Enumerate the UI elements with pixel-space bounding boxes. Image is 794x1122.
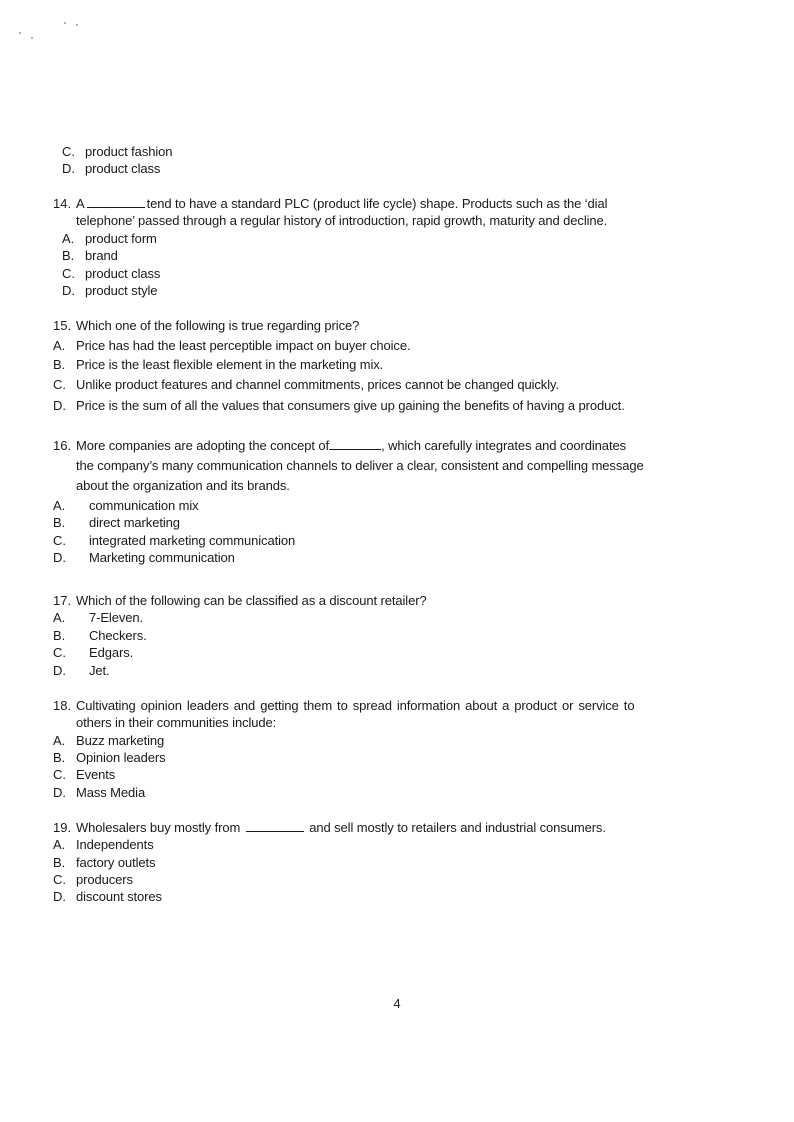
option-letter: C. <box>53 377 66 392</box>
option-text: Unlike product features and channel commitments, prices cannot be changed quickly. <box>76 377 559 392</box>
question-stem <box>76 437 626 454</box>
option-text: product fashion <box>85 144 173 159</box>
question-stem-line: others in their communities include: <box>76 715 277 730</box>
option-letter: B. <box>53 357 66 372</box>
option-text: Price has had the least perceptible impact on buyer choice. <box>76 338 411 353</box>
option-text: Buzz marketing <box>76 733 165 748</box>
option-letter: D. <box>53 889 66 904</box>
option-text: integrated marketing communication <box>89 533 296 548</box>
option-letter: A. <box>53 610 66 625</box>
option-text: 7-Eleven. <box>89 610 144 625</box>
option-letter: C. <box>53 767 66 782</box>
option-text: Price is the sum of all the values that consumers give up gaining the benefits of having a product. <box>76 398 625 413</box>
option-letter: A. <box>53 498 66 513</box>
question-stem-line: telephone’ passed through a regular history of introduction, rapid growth, maturity and decline. <box>76 213 608 228</box>
option-text: Events <box>76 767 116 782</box>
question-number: 17. <box>53 593 72 608</box>
option-text: product class <box>85 266 161 281</box>
scan-speck <box>64 22 66 24</box>
option-text: Edgars. <box>89 645 134 660</box>
option-letter: B. <box>53 628 66 643</box>
option-letter: D. <box>53 550 66 565</box>
option-text: product form <box>85 231 157 246</box>
option-letter: A. <box>53 733 66 748</box>
option-text: producers <box>76 872 133 887</box>
option-letter: A. <box>53 837 66 852</box>
option-letter: D. <box>53 785 66 800</box>
stem-text: More companies are adopting the concept of <box>76 438 330 453</box>
question-number: 18. <box>53 698 72 713</box>
question-stem-line: about the organization and its brands. <box>76 478 290 493</box>
answer-blank <box>246 820 304 832</box>
scan-speck <box>19 32 21 34</box>
question-stem <box>76 195 607 212</box>
option-text: Marketing communication <box>89 550 235 565</box>
answer-blank <box>87 196 145 208</box>
option-letter: C. <box>62 266 75 281</box>
stem-text: , which carefully integrates and coordinates <box>381 438 626 453</box>
page-number: 4 <box>393 996 401 1011</box>
option-text: Independents <box>76 837 154 852</box>
question-stem <box>76 819 606 836</box>
question-stem: Which of the following can be classified as a discount retailer? <box>76 593 427 608</box>
option-text: discount stores <box>76 889 162 904</box>
answer-blank <box>329 438 381 450</box>
option-letter: A. <box>53 338 66 353</box>
option-text: Checkers. <box>89 628 147 643</box>
question-number: 14. <box>53 196 72 211</box>
option-text: product class <box>85 161 161 176</box>
option-letter: C. <box>62 144 75 159</box>
option-letter: C. <box>53 533 66 548</box>
question-number: 16. <box>53 438 72 453</box>
option-text: Price is the least flexible element in the marketing mix. <box>76 357 384 372</box>
option-text: Jet. <box>89 663 110 678</box>
option-text: product style <box>85 283 158 298</box>
question-stem-line: the company’s many communication channels to deliver a clear, consistent and compelling message <box>76 458 644 473</box>
option-letter: D. <box>53 663 66 678</box>
scan-speck <box>76 24 78 26</box>
option-letter: A. <box>62 231 75 246</box>
question-number: 15. <box>53 318 72 333</box>
option-text: Mass Media <box>76 785 146 800</box>
stem-text: and sell mostly to retailers and industrial consumers. <box>309 820 606 835</box>
question-stem: Which one of the following is true regarding price? <box>76 318 360 333</box>
question-number: 19. <box>53 820 72 835</box>
option-letter: B. <box>53 515 66 530</box>
option-text: Opinion leaders <box>76 750 166 765</box>
scan-speck <box>31 37 33 39</box>
option-letter: D. <box>62 161 75 176</box>
option-letter: D. <box>62 283 75 298</box>
option-letter: C. <box>53 872 66 887</box>
option-text: factory outlets <box>76 855 156 870</box>
stem-text: tend to have a standard PLC (product life cycle) shape. Products such as the ‘dial <box>146 196 608 211</box>
option-letter: D. <box>53 398 66 413</box>
stem-text: A <box>76 196 85 211</box>
question-stem: Cultivating opinion leaders and getting them to spread information about a product or service to <box>76 698 635 713</box>
option-letter: B. <box>53 750 66 765</box>
option-text: direct marketing <box>89 515 180 530</box>
option-text: communication mix <box>89 498 199 513</box>
option-letter: B. <box>62 248 75 263</box>
option-letter: B. <box>53 855 66 870</box>
scan-specks <box>0 0 200 60</box>
option-text: brand <box>85 248 118 263</box>
option-letter: C. <box>53 645 66 660</box>
stem-text: Wholesalers buy mostly from <box>76 820 241 835</box>
